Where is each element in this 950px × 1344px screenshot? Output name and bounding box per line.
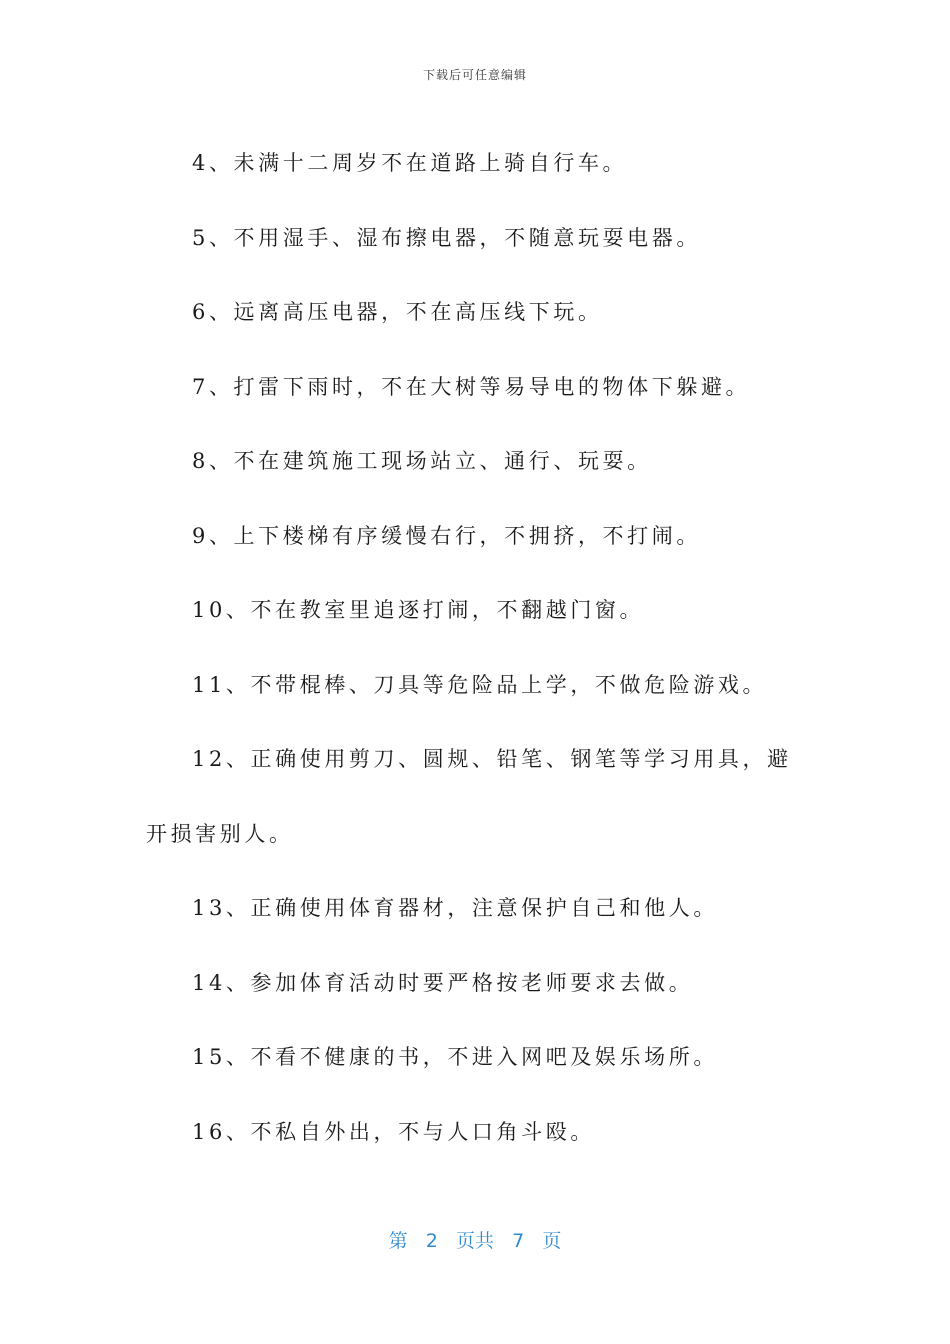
header-note: 下载后可任意编辑 [422, 68, 527, 82]
paragraph-item-5: 5、不用湿手、湿布擦电器，不随意玩耍电器。 [192, 225, 701, 250]
paragraph-item-12: 12、正确使用剪刀、圆规、铅笔、钢笔等学习用具，避开损害别人。 [146, 747, 792, 846]
footer-prefix: 第 [388, 1230, 408, 1252]
paragraph-item-16: 16、不私自外出，不与人口角斗殴。 [192, 1119, 595, 1144]
document-body [146, 126, 806, 1169]
paragraph-item-13: 13、正确使用体育器材，注意保护自己和他人。 [192, 896, 718, 920]
paragraph-item-11: 11、不带棍棒、刀具等危险品上学，不做危险游戏。 [192, 672, 768, 697]
page-footer [0, 1226, 950, 1253]
paragraph-item-15: 15、不看不健康的书，不进入网吧及娱乐场所。 [192, 1045, 718, 1069]
paragraph-item-7: 7、打雷下雨时，不在大树等易导电的物体下躲避。 [192, 374, 751, 399]
paragraph-item-8: 8、不在建筑施工现场站立、通行、玩耍。 [192, 449, 652, 473]
paragraph-item-9: 9、上下楼梯有序缓慢右行，不拥挤，不打闹。 [192, 523, 701, 548]
footer-suffix: 页 [542, 1230, 562, 1252]
paragraph-item-6: 6、远离高压电器，不在高压线下玩。 [192, 300, 603, 324]
paragraph-item-14: 14、参加体育活动时要严格按老师要求去做。 [192, 970, 694, 995]
footer-total-pages: 7 [512, 1230, 525, 1252]
footer-current-page: 2 [425, 1230, 438, 1252]
footer-middle: 页共 [455, 1230, 494, 1252]
paragraph-item-10: 10、不在教室里追逐打闹，不翻越门窗。 [192, 598, 645, 622]
paragraph-item-4: 4、未满十二周岁不在道路上骑自行车。 [192, 151, 628, 175]
